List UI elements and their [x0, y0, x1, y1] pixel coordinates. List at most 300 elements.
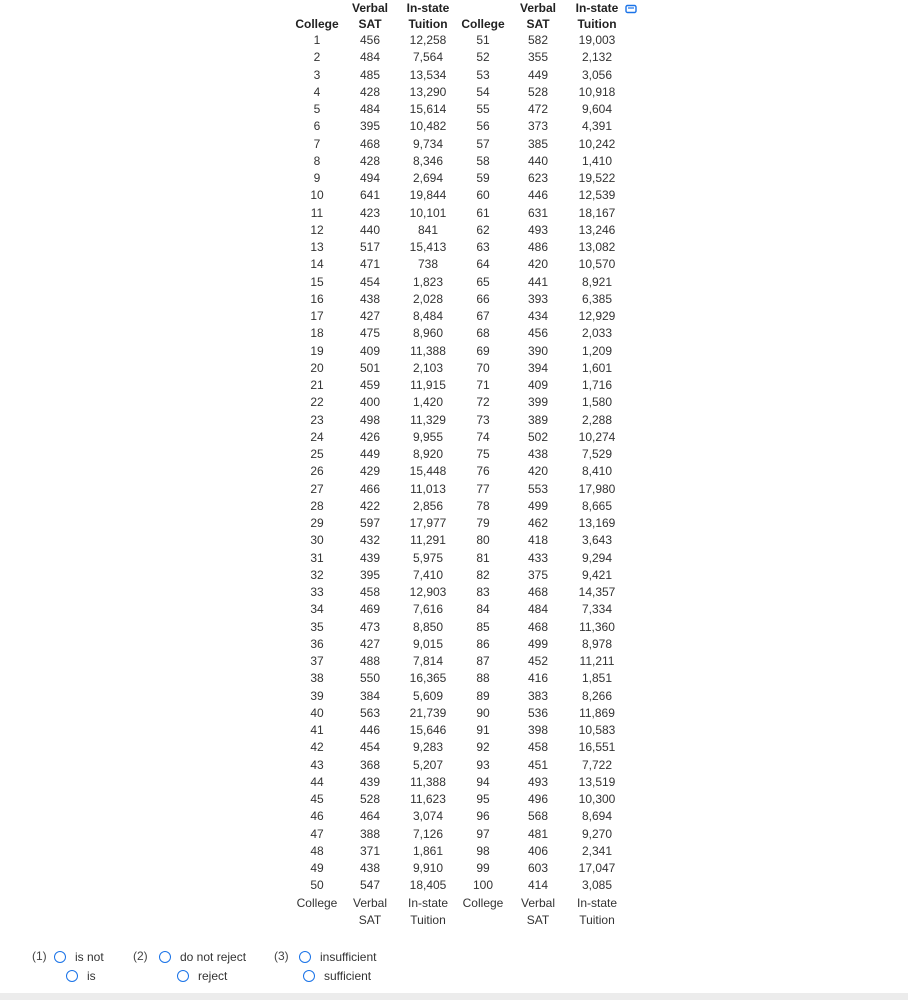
table-cell: 11,915: [410, 378, 446, 392]
table-cell: 498: [359, 412, 381, 427]
table-cell: 7,564: [412, 50, 444, 65]
table-cell: 440: [527, 153, 549, 168]
option-do-not-reject[interactable]: [159, 948, 246, 966]
header-row-bottom: [293, 16, 627, 32]
table-cell: 57: [476, 136, 490, 151]
table-cell: 409: [359, 343, 381, 358]
table-cell: 432: [359, 533, 381, 548]
footer-cell: [293, 912, 341, 929]
table-row: [293, 826, 627, 843]
table-cell: 553: [527, 481, 549, 496]
option-label: insufficient: [320, 950, 377, 964]
table-cell: 68: [476, 326, 490, 341]
table-cell: 13,519: [578, 774, 616, 789]
table-cell: 9,294: [581, 550, 613, 565]
table-cell: 10: [310, 188, 324, 203]
option-label: is not: [75, 950, 104, 964]
table-cell: 58: [476, 153, 490, 168]
table-cell: 2,103: [412, 360, 444, 375]
table-cell: 1,851: [581, 671, 613, 686]
option-label: is: [87, 969, 96, 983]
table-cell: 10,274: [578, 429, 616, 444]
table-cell: 11,388: [410, 343, 446, 358]
table-cell: 10,570: [578, 257, 616, 272]
table-cell: 494: [359, 171, 381, 185]
table-cell: 8,665: [581, 498, 613, 513]
table-cell: 8,694: [581, 809, 613, 824]
table-cell: 2,132: [581, 50, 613, 65]
table-cell: 5,975: [412, 550, 444, 565]
table-cell: 456: [527, 326, 549, 341]
table-cell: 439: [359, 550, 381, 565]
table-cell: 7,529: [581, 447, 613, 461]
footer-cell: SAT: [358, 912, 382, 927]
footer-row-bottom: [293, 912, 627, 929]
table-cell: 11,291: [410, 533, 446, 548]
table-cell: 427: [359, 309, 381, 323]
table-cell: 8,921: [581, 274, 613, 289]
table-cell: 373: [527, 119, 549, 134]
copy-icon[interactable]: [625, 3, 637, 15]
table-cell: 2: [313, 50, 321, 65]
table-cell: 17: [310, 309, 324, 323]
option-label: sufficient: [324, 969, 372, 983]
table-cell: 87: [476, 654, 490, 668]
table-cell: 472: [527, 102, 549, 116]
table-cell: 19,844: [409, 188, 447, 203]
table-cell: 528: [359, 792, 381, 806]
table-row: [293, 791, 627, 808]
table-cell: 12: [310, 222, 324, 237]
table-row: [293, 101, 627, 118]
table-cell: 499: [527, 498, 549, 513]
table-cell: 98: [476, 843, 490, 858]
table-cell: 73: [476, 412, 490, 427]
table-row: [293, 308, 627, 325]
table-cell: 84: [476, 602, 490, 617]
table-cell: 536: [527, 705, 549, 720]
header-cell: [457, 0, 509, 16]
radio-icon[interactable]: [177, 970, 189, 982]
table-cell: 29: [310, 516, 324, 530]
table-row: [293, 32, 627, 49]
table-cell: 502: [527, 429, 549, 444]
table-cell: 2,033: [581, 326, 613, 341]
table-cell: 12,539: [578, 188, 616, 203]
table-cell: 78: [476, 498, 490, 513]
radio-icon[interactable]: [66, 970, 78, 982]
table-row: [293, 222, 627, 239]
table-cell: 10,583: [578, 723, 616, 737]
table-cell: 422: [359, 498, 381, 513]
table-cell: 7,814: [412, 654, 444, 668]
table-cell: 21,739: [409, 705, 447, 720]
table-cell: 493: [527, 774, 549, 789]
table-row: [293, 843, 627, 860]
table-cell: 1,209: [581, 343, 613, 358]
table-cell: 11,869: [579, 705, 615, 720]
table-cell: 623: [527, 171, 549, 185]
header-cell: In-state: [406, 1, 450, 15]
footer-cell: Verbal: [352, 895, 388, 910]
table-cell: 44: [310, 774, 324, 789]
table-cell: 426: [359, 429, 381, 444]
table-cell: 414: [527, 878, 549, 893]
table-cell: 393: [527, 291, 549, 306]
table-cell: 21: [310, 378, 324, 392]
table-cell: 76: [476, 464, 490, 479]
table-cell: 550: [359, 671, 381, 686]
table-body: [293, 32, 627, 895]
table-cell: 8,960: [412, 326, 444, 341]
table-cell: 4,391: [581, 119, 613, 134]
option-sufficient[interactable]: [303, 967, 371, 985]
table-cell: 406: [527, 843, 549, 858]
radio-icon[interactable]: [303, 970, 315, 982]
header-cell: In-state: [575, 1, 619, 15]
table-cell: 64: [476, 257, 490, 272]
table-row: [293, 619, 627, 636]
table-row: [293, 774, 627, 791]
table-cell: 433: [527, 550, 549, 565]
table-cell: 9,910: [412, 861, 444, 875]
table-cell: 439: [359, 774, 381, 789]
table-row: [293, 550, 627, 567]
table-cell: 7,334: [581, 602, 613, 617]
footer-cell: College: [296, 895, 338, 910]
table-cell: 15,413: [409, 240, 447, 254]
table-cell: 28: [310, 498, 324, 513]
table-row: [293, 877, 627, 894]
table-cell: 484: [359, 50, 381, 65]
footer-cell: In-state: [576, 895, 618, 910]
table-row: [293, 136, 627, 153]
table-row: [293, 377, 627, 394]
table-cell: 25: [310, 447, 324, 461]
table-cell: 384: [359, 688, 381, 703]
table-cell: 18,167: [578, 205, 616, 220]
table-row: [293, 429, 627, 446]
table-cell: 528: [527, 84, 549, 99]
radio-icon[interactable]: [299, 951, 311, 963]
table-cell: 631: [527, 205, 549, 220]
table-cell: 355: [527, 50, 549, 65]
table-cell: 31: [310, 550, 324, 565]
table-cell: 475: [359, 326, 381, 341]
table-cell: 66: [476, 291, 490, 306]
question-number: (3): [274, 949, 289, 963]
table-cell: 400: [359, 395, 381, 410]
table-cell: 59: [476, 171, 490, 185]
table-cell: 481: [527, 826, 549, 841]
table-cell: 55: [476, 102, 490, 116]
table-cell: 17,047: [578, 861, 616, 875]
table-row: [293, 291, 627, 308]
table-cell: 15,646: [409, 723, 447, 737]
table-cell: 458: [527, 740, 549, 755]
table-cell: 446: [527, 188, 549, 203]
table-cell: 36: [310, 636, 324, 651]
table-cell: 8,978: [581, 636, 613, 651]
option-insufficient[interactable]: [299, 948, 376, 966]
table-row: [293, 67, 627, 84]
table-cell: 8,346: [412, 153, 444, 168]
table-cell: 83: [476, 585, 490, 599]
table-row: [293, 118, 627, 135]
table-cell: 70: [476, 360, 490, 375]
table-cell: 89: [476, 688, 490, 703]
table-cell: 90: [476, 705, 490, 720]
radio-icon[interactable]: [54, 951, 66, 963]
table-cell: 18,405: [409, 878, 447, 893]
table-row: [293, 463, 627, 480]
table-cell: 9: [313, 171, 321, 185]
table-cell: 459: [359, 378, 381, 392]
header-cell: College: [461, 17, 505, 31]
table-row: [293, 343, 627, 360]
footer-cell: In-state: [407, 895, 449, 910]
table-cell: 4: [313, 84, 321, 99]
table-cell: 40: [310, 705, 324, 720]
table-row: [293, 739, 627, 756]
table-cell: 738: [417, 257, 439, 272]
table-cell: 8,266: [581, 688, 613, 703]
table-cell: 493: [527, 222, 549, 237]
table-cell: 499: [527, 636, 549, 651]
table-cell: 7,410: [412, 567, 444, 582]
table-cell: 7,126: [412, 826, 444, 841]
table-cell: 394: [527, 360, 549, 375]
table-cell: 449: [527, 67, 549, 82]
table-cell: 1,601: [581, 360, 613, 375]
table-cell: 471: [359, 257, 381, 272]
option-label: do not reject: [180, 950, 247, 964]
table-cell: 11: [310, 205, 324, 220]
option-is[interactable]: [66, 967, 96, 985]
table-cell: 6,385: [581, 291, 613, 306]
table-cell: 8,850: [412, 619, 444, 634]
table-cell: 488: [359, 654, 381, 668]
table-cell: 24: [310, 429, 324, 444]
table-row: [293, 498, 627, 515]
option-is-not[interactable]: [54, 948, 104, 966]
table-cell: 62: [476, 222, 490, 237]
table-cell: 14: [310, 257, 324, 272]
table-cell: 38: [310, 671, 324, 686]
table-cell: 428: [359, 153, 381, 168]
table-row: [293, 532, 627, 549]
header-cell: [293, 0, 341, 16]
table-cell: 388: [359, 826, 381, 841]
table-cell: 13,169: [578, 516, 616, 530]
table-cell: 440: [359, 222, 381, 237]
table-cell: 45: [310, 792, 324, 806]
table-cell: 390: [527, 343, 549, 358]
table-cell: 72: [476, 395, 490, 410]
table-cell: 603: [527, 861, 549, 875]
table-cell: 94: [476, 774, 490, 789]
table-cell: 468: [527, 585, 549, 599]
table-row: [293, 274, 627, 291]
table-cell: 12,903: [409, 585, 447, 599]
table-cell: 8: [313, 153, 321, 168]
bottom-bar: [0, 993, 908, 1000]
table-cell: 43: [310, 757, 324, 772]
table-cell: 2,028: [412, 291, 444, 306]
table-cell: 395: [359, 119, 381, 134]
table-cell: 641: [359, 188, 381, 203]
table-cell: 17,980: [578, 481, 616, 496]
table-cell: 429: [359, 464, 381, 479]
header-cell: SAT: [358, 17, 382, 31]
table-cell: 69: [476, 343, 490, 358]
table-cell: 2,288: [581, 412, 613, 427]
table-cell: 464: [359, 809, 381, 824]
header-cell: Tuition: [577, 17, 617, 31]
table-cell: 11,623: [410, 792, 446, 806]
table-cell: 9,955: [412, 429, 444, 444]
table-row: [293, 584, 627, 601]
table-row: [293, 515, 627, 532]
radio-icon[interactable]: [159, 951, 171, 963]
table-cell: 7,616: [412, 602, 444, 617]
table-cell: 15,614: [409, 102, 447, 116]
table-cell: 22: [310, 395, 324, 410]
table-row: [293, 653, 627, 670]
table-cell: 34: [310, 602, 324, 617]
table-cell: 12,929: [578, 309, 616, 323]
table-cell: 3,085: [581, 878, 613, 893]
table-cell: 420: [527, 464, 549, 479]
table-cell: 458: [359, 585, 381, 599]
table-cell: 61: [476, 205, 490, 220]
footer-cell: Tuition: [579, 912, 615, 927]
header-cell: Tuition: [408, 17, 448, 31]
table-cell: 46: [310, 809, 324, 824]
table-cell: 93: [476, 757, 490, 772]
table-cell: 395: [359, 567, 381, 582]
table-cell: 17,977: [409, 516, 447, 530]
table-cell: 416: [527, 671, 549, 686]
table-cell: 389: [527, 412, 549, 427]
table-cell: 501: [359, 360, 381, 375]
table-cell: 35: [310, 619, 324, 634]
table-row: [293, 808, 627, 825]
table-cell: 18: [310, 326, 324, 341]
table-cell: 427: [359, 636, 381, 651]
table-cell: 13,290: [409, 84, 447, 99]
table-cell: 1,823: [412, 274, 444, 289]
table-row: [293, 205, 627, 222]
table-row: [293, 722, 627, 739]
table-cell: 13,082: [578, 240, 616, 254]
table-row: [293, 256, 627, 273]
table-cell: 456: [359, 33, 381, 47]
table-cell: 82: [476, 567, 490, 582]
question-number: (1): [32, 949, 47, 963]
table-cell: 462: [527, 516, 549, 530]
table-cell: 1,716: [581, 378, 613, 392]
data-table: [293, 0, 627, 929]
header-cell: Verbal: [519, 1, 557, 15]
table-cell: 37: [310, 654, 324, 668]
table-cell: 16,365: [409, 671, 447, 686]
table-cell: 597: [359, 516, 381, 530]
table-cell: 6: [313, 119, 321, 134]
table-cell: 446: [359, 723, 381, 737]
table-cell: 13: [310, 240, 324, 254]
table-cell: 15: [310, 274, 324, 289]
table-cell: 11,329: [410, 412, 446, 427]
table-row: [293, 325, 627, 342]
table-cell: 10,482: [409, 119, 447, 134]
table-cell: 48: [310, 843, 324, 858]
table-cell: 11,013: [410, 481, 446, 496]
table-cell: 484: [527, 602, 549, 617]
footer-cell: Verbal: [520, 895, 556, 910]
table-cell: 86: [476, 636, 490, 651]
table-row: [293, 84, 627, 101]
table-row: [293, 446, 627, 463]
table-row: [293, 153, 627, 170]
table-cell: 454: [359, 740, 381, 755]
table-cell: 10,242: [578, 136, 616, 151]
footer-row-top: [293, 895, 627, 912]
header-cell: Verbal: [351, 1, 389, 15]
table-cell: 63: [476, 240, 490, 254]
table-cell: 7: [313, 136, 321, 151]
table-cell: 19,522: [578, 171, 616, 185]
table-cell: 49: [310, 861, 324, 875]
table-cell: 74: [476, 429, 490, 444]
table-cell: 3: [313, 67, 321, 82]
table-cell: 54: [476, 84, 490, 99]
table-cell: 8,484: [412, 309, 444, 323]
table-cell: 517: [359, 240, 381, 254]
table-cell: 2,694: [412, 171, 444, 185]
table-cell: 42: [310, 740, 324, 755]
table-cell: 19,003: [578, 33, 616, 47]
table-cell: 8,410: [581, 464, 613, 479]
table-cell: 428: [359, 84, 381, 99]
table-cell: 32: [310, 567, 324, 582]
table-cell: 26: [310, 464, 324, 479]
table-cell: 47: [310, 826, 324, 841]
table-cell: 95: [476, 792, 490, 806]
table-cell: 97: [476, 826, 490, 841]
table-cell: 2,341: [581, 843, 613, 858]
table-cell: 99: [476, 861, 490, 875]
table-cell: 52: [476, 50, 490, 65]
table-cell: 547: [359, 878, 381, 893]
table-cell: 14,357: [578, 585, 616, 599]
table-cell: 1,410: [581, 153, 613, 168]
table-cell: 1,580: [581, 395, 613, 410]
table-cell: 13,534: [409, 67, 447, 82]
table-cell: 8,920: [412, 447, 444, 461]
option-reject[interactable]: [177, 967, 227, 985]
table-cell: 92: [476, 740, 490, 755]
table-cell: 3,056: [581, 67, 613, 82]
table-cell: 16: [310, 291, 324, 306]
table-cell: 486: [527, 240, 549, 254]
table-cell: 51: [476, 33, 490, 47]
table-cell: 79: [476, 516, 490, 530]
option-label: reject: [198, 969, 228, 983]
table-cell: 568: [527, 809, 549, 824]
table-row: [293, 481, 627, 498]
table-cell: 454: [359, 274, 381, 289]
